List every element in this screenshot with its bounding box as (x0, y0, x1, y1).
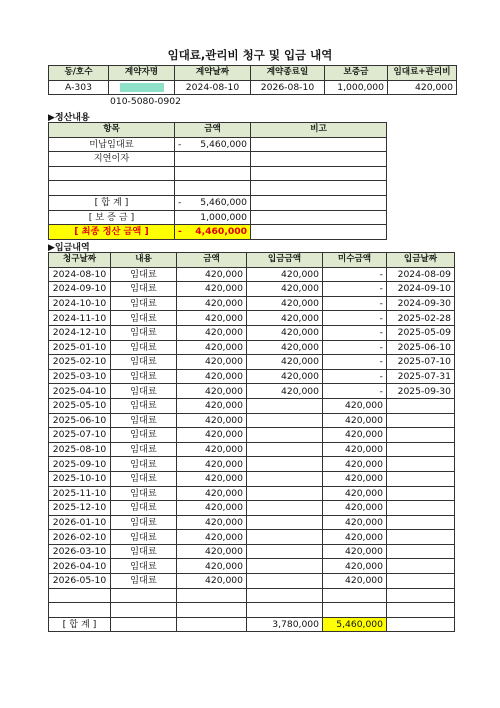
paid-cell (247, 442, 323, 457)
start-cell: 2024-08-10 (175, 80, 251, 95)
amount-cell: 420,000 (177, 486, 247, 501)
payment-row (49, 282, 455, 297)
settlement-amount-cell (175, 225, 251, 240)
due-cell (323, 603, 387, 618)
amount-cell (177, 588, 247, 603)
pay-date-cell: 2025-07-10 (387, 355, 455, 370)
due-cell: 420,000 (323, 398, 387, 413)
amount-cell: 420,000 (177, 355, 247, 370)
due-cell: - (323, 267, 387, 282)
amount-cell: 420,000 (177, 515, 247, 530)
amount-cell: 420,000 (177, 325, 247, 340)
due-cell: 420,000 (323, 515, 387, 530)
settlement-row (49, 181, 387, 196)
payments-header-row (49, 253, 455, 268)
desc-cell: 임대료 (111, 311, 177, 326)
pay-date-cell: 2025-06-10 (387, 340, 455, 355)
pay-date-cell (387, 515, 455, 530)
pay-date-cell (387, 588, 455, 603)
desc-cell: 임대료 (111, 457, 177, 472)
settlement-row (49, 137, 387, 152)
claim-date-cell (49, 588, 111, 603)
header-deposit: 보증금 (325, 66, 388, 81)
pay-date-cell: 2025-02-28 (387, 311, 455, 326)
desc-cell: 임대료 (111, 325, 177, 340)
settlement-final-row (49, 225, 387, 240)
header-note: 비고 (251, 123, 387, 138)
payment-row (49, 325, 455, 340)
paid-cell: 420,000 (247, 311, 323, 326)
amount-cell: 420,000 (177, 384, 247, 399)
payment-row (49, 267, 455, 282)
desc-cell: 임대료 (111, 544, 177, 559)
pay-date-cell (387, 442, 455, 457)
amount-cell: 420,000 (177, 442, 247, 457)
paid-cell (247, 588, 323, 603)
settlement-sign: - (178, 138, 182, 150)
settlement-item (49, 166, 175, 181)
payments-body (49, 267, 455, 617)
settlement-amount-cell (175, 137, 251, 152)
due-cell: - (323, 296, 387, 311)
settlement-section-label: ▶정산내용 (48, 113, 90, 123)
desc-cell: 임대료 (111, 282, 177, 297)
pay-date-cell (387, 428, 455, 443)
desc-cell: 임대료 (111, 267, 177, 282)
desc-cell: 임대료 (111, 471, 177, 486)
desc-cell: 임대료 (111, 442, 177, 457)
header-unit: 동/호수 (49, 66, 109, 81)
header-pay-date: 입금날짜 (387, 253, 455, 268)
pay-date-cell (387, 501, 455, 516)
paid-cell (247, 603, 323, 618)
settlement-amount-cell (175, 210, 251, 225)
desc-cell: 임대료 (111, 296, 177, 311)
payment-row (49, 369, 455, 384)
desc-cell: 임대료 (111, 398, 177, 413)
contract-header-row (49, 66, 457, 81)
desc-cell (111, 588, 177, 603)
header-due: 미수금액 (323, 253, 387, 268)
claim-date-cell: 2025-02-10 (49, 355, 111, 370)
due-cell: 420,000 (323, 559, 387, 574)
amount-cell: 420,000 (177, 296, 247, 311)
payment-row (49, 340, 455, 355)
paid-cell: 420,000 (247, 282, 323, 297)
pay-date-cell: 2025-07-31 (387, 369, 455, 384)
due-cell: - (323, 325, 387, 340)
payment-row (49, 355, 455, 370)
amount-cell: 420,000 (177, 471, 247, 486)
header-paid: 입금금액 (247, 253, 323, 268)
claim-date-cell: 2025-05-10 (49, 398, 111, 413)
desc-cell: 임대료 (111, 340, 177, 355)
payment-row (49, 559, 455, 574)
due-cell (323, 588, 387, 603)
due-cell: 420,000 (323, 530, 387, 545)
settlement-note (251, 181, 387, 196)
settlement-amount-cell (175, 166, 251, 181)
desc-cell: 임대료 (111, 384, 177, 399)
contract-row (49, 80, 457, 95)
phone-number: 010-5080-0902 (110, 96, 181, 107)
claim-date-cell: 2025-12-10 (49, 501, 111, 516)
payment-row (49, 413, 455, 428)
header-amount: 금액 (175, 123, 251, 138)
claim-date-cell: 2025-01-10 (49, 340, 111, 355)
paid-cell (247, 501, 323, 516)
payment-row (49, 544, 455, 559)
payment-row (49, 398, 455, 413)
claim-date-cell (49, 603, 111, 618)
payment-row (49, 471, 455, 486)
total-paid: 3,780,000 (247, 617, 323, 632)
claim-date-cell: 2025-07-10 (49, 428, 111, 443)
pay-date-cell (387, 398, 455, 413)
settlement-table (48, 122, 387, 240)
total-empty-amount (177, 617, 247, 632)
total-empty-desc (111, 617, 177, 632)
claim-date-cell: 2026-01-10 (49, 515, 111, 530)
pay-date-cell (387, 544, 455, 559)
settlement-amount: 5,460,000 (200, 138, 247, 150)
settlement-sign: - (178, 226, 182, 238)
pay-date-cell (387, 530, 455, 545)
claim-date-cell: 2026-04-10 (49, 559, 111, 574)
settlement-row (49, 195, 387, 210)
payment-row (49, 311, 455, 326)
settlement-item: 지연이자 (49, 152, 175, 167)
settlement-item (49, 181, 175, 196)
name-cell (109, 80, 175, 95)
header-desc: 내용 (111, 253, 177, 268)
settlement-note (251, 166, 387, 181)
payment-row (49, 442, 455, 457)
claim-date-cell: 2026-02-10 (49, 530, 111, 545)
due-cell: 420,000 (323, 574, 387, 589)
paid-cell (247, 428, 323, 443)
payments-total-row (49, 617, 455, 632)
payment-row (49, 457, 455, 472)
claim-date-cell: 2024-10-10 (49, 296, 111, 311)
settlement-amount: 5,460,000 (200, 197, 247, 209)
payment-row (49, 501, 455, 516)
claim-date-cell: 2025-06-10 (49, 413, 111, 428)
paid-cell: 420,000 (247, 369, 323, 384)
amount-cell: 420,000 (177, 413, 247, 428)
due-cell: - (323, 282, 387, 297)
due-cell: 420,000 (323, 544, 387, 559)
header-name: 계약자명 (109, 66, 175, 81)
claim-date-cell: 2026-03-10 (49, 544, 111, 559)
settlement-note (251, 225, 387, 240)
amount-cell: 420,000 (177, 311, 247, 326)
desc-cell: 임대료 (111, 501, 177, 516)
contract-table (48, 65, 457, 95)
deposit-cell: 1,000,000 (325, 80, 388, 95)
claim-date-cell: 2025-03-10 (49, 369, 111, 384)
desc-cell (111, 603, 177, 618)
settlement-note (251, 137, 387, 152)
amount-cell: 420,000 (177, 398, 247, 413)
settlement-item: [ 보 증 금 ] (49, 210, 175, 225)
settlement-item: [ 합 계 ] (49, 195, 175, 210)
settlement-amount-cell (175, 195, 251, 210)
pay-date-cell: 2024-09-10 (387, 282, 455, 297)
due-cell: - (323, 340, 387, 355)
due-cell: 420,000 (323, 428, 387, 443)
claim-date-cell: 2025-09-10 (49, 457, 111, 472)
amount-cell: 420,000 (177, 501, 247, 516)
claim-date-cell: 2025-08-10 (49, 442, 111, 457)
amount-cell (177, 603, 247, 618)
end-cell: 2026-08-10 (251, 80, 325, 95)
page-title: 임대료,관리비 청구 및 입금 내역 (167, 48, 333, 62)
amount-cell: 420,000 (177, 267, 247, 282)
settlement-amount-cell (175, 181, 251, 196)
amount-cell: 420,000 (177, 340, 247, 355)
amount-cell: 420,000 (177, 428, 247, 443)
unit-cell: A-303 (49, 80, 109, 95)
amount-cell: 420,000 (177, 544, 247, 559)
paid-cell (247, 471, 323, 486)
amount-cell: 420,000 (177, 574, 247, 589)
due-cell: - (323, 384, 387, 399)
paid-cell (247, 559, 323, 574)
claim-date-cell: 2025-04-10 (49, 384, 111, 399)
total-due: 5,460,000 (323, 617, 387, 632)
payment-row (49, 428, 455, 443)
paid-cell: 420,000 (247, 267, 323, 282)
due-cell: 420,000 (323, 501, 387, 516)
header-item: 항목 (49, 123, 175, 138)
amount-cell: 420,000 (177, 559, 247, 574)
settlement-sign: - (178, 197, 182, 209)
paid-cell: 420,000 (247, 325, 323, 340)
desc-cell: 임대료 (111, 574, 177, 589)
settlement-header-row (49, 123, 387, 138)
due-cell: 420,000 (323, 413, 387, 428)
rent-cell: 420,000 (388, 80, 457, 95)
due-cell: 420,000 (323, 457, 387, 472)
payment-row (49, 588, 455, 603)
settlement-amount: 1,000,000 (200, 211, 247, 223)
claim-date-cell: 2024-12-10 (49, 325, 111, 340)
pay-date-cell (387, 486, 455, 501)
pay-date-cell: 2025-09-30 (387, 384, 455, 399)
settlement-note (251, 152, 387, 167)
payment-row (49, 515, 455, 530)
settlement-amount-cell (175, 152, 251, 167)
pay-date-cell: 2024-09-30 (387, 296, 455, 311)
pay-date-cell (387, 413, 455, 428)
desc-cell: 임대료 (111, 369, 177, 384)
amount-cell: 420,000 (177, 457, 247, 472)
pay-date-cell (387, 603, 455, 618)
due-cell: 420,000 (323, 471, 387, 486)
due-cell: - (323, 311, 387, 326)
total-label: [ 합 계 ] (49, 617, 111, 632)
paid-cell (247, 515, 323, 530)
payment-row (49, 296, 455, 311)
amount-cell: 420,000 (177, 369, 247, 384)
due-cell: 420,000 (323, 486, 387, 501)
pay-date-cell: 2025-05-09 (387, 325, 455, 340)
amount-cell: 420,000 (177, 282, 247, 297)
total-empty-pay-date (387, 617, 455, 632)
settlement-row (49, 152, 387, 167)
due-cell: - (323, 355, 387, 370)
desc-cell: 임대료 (111, 355, 177, 370)
settlement-row (49, 210, 387, 225)
amount-cell: 420,000 (177, 530, 247, 545)
claim-date-cell: 2025-11-10 (49, 486, 111, 501)
desc-cell: 임대료 (111, 428, 177, 443)
desc-cell: 임대료 (111, 530, 177, 545)
desc-cell: 임대료 (111, 486, 177, 501)
claim-date-cell: 2024-08-10 (49, 267, 111, 282)
paid-cell (247, 398, 323, 413)
settlement-note (251, 210, 387, 225)
due-cell: - (323, 369, 387, 384)
payment-row (49, 384, 455, 399)
settlement-body (49, 137, 387, 239)
settlement-note (251, 195, 387, 210)
paid-cell: 420,000 (247, 384, 323, 399)
payment-row (49, 530, 455, 545)
pay-date-cell: 2024-08-09 (387, 267, 455, 282)
payment-row (49, 574, 455, 589)
desc-cell: 임대료 (111, 413, 177, 428)
paid-cell (247, 530, 323, 545)
paid-cell (247, 457, 323, 472)
paid-cell (247, 544, 323, 559)
paid-cell: 420,000 (247, 340, 323, 355)
settlement-item: 미납임대료 (49, 137, 175, 152)
claim-date-cell: 2025-10-10 (49, 471, 111, 486)
header-claim-date: 청구날짜 (49, 253, 111, 268)
header-rent: 임대료+관리비 (388, 66, 457, 81)
desc-cell: 임대료 (111, 559, 177, 574)
payment-row (49, 486, 455, 501)
paid-cell (247, 413, 323, 428)
payments-section-label: ▶입금내역 (48, 243, 90, 253)
desc-cell: 임대료 (111, 515, 177, 530)
paid-cell (247, 486, 323, 501)
pay-date-cell (387, 457, 455, 472)
paid-cell: 420,000 (247, 296, 323, 311)
paid-cell (247, 574, 323, 589)
payment-row (49, 603, 455, 618)
header-start: 계약날짜 (175, 66, 251, 81)
settlement-row (49, 166, 387, 181)
paid-cell: 420,000 (247, 355, 323, 370)
payments-table (48, 252, 455, 632)
pay-date-cell (387, 559, 455, 574)
header-end: 계약종료일 (251, 66, 325, 81)
pay-date-cell (387, 471, 455, 486)
settlement-item: [ 최종 정산 금액 ] (49, 225, 175, 240)
header-amount: 금액 (177, 253, 247, 268)
claim-date-cell: 2024-09-10 (49, 282, 111, 297)
redacted-name (120, 83, 164, 92)
settlement-amount: 4,460,000 (195, 226, 247, 238)
due-cell: 420,000 (323, 442, 387, 457)
claim-date-cell: 2024-11-10 (49, 311, 111, 326)
pay-date-cell (387, 574, 455, 589)
claim-date-cell: 2026-05-10 (49, 574, 111, 589)
